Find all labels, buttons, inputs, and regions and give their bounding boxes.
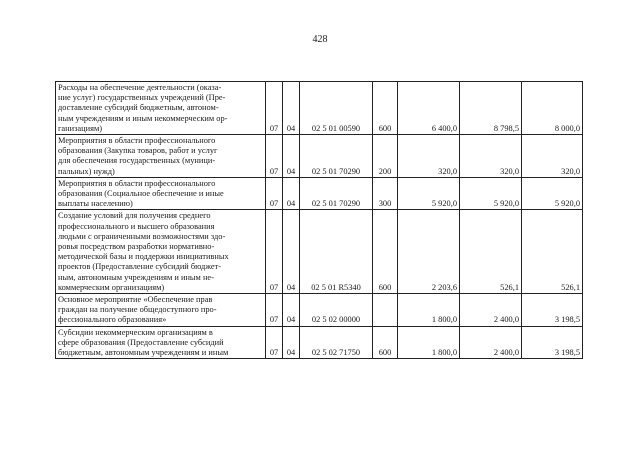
expense-type-code: 300 bbox=[373, 177, 398, 210]
row-description bbox=[56, 82, 266, 135]
target-article-code: 02 5 01 70290 bbox=[300, 135, 373, 178]
section-code: 07 bbox=[266, 210, 283, 294]
description-line: фессионального образования» bbox=[58, 315, 167, 325]
amount-year-1: 1 800,0 bbox=[398, 326, 460, 359]
amount-year-3: 3 198,5 bbox=[522, 326, 583, 359]
description-line: для обеспечения государственных (муници- bbox=[58, 156, 216, 166]
target-article-code: 02 5 01 70290 bbox=[300, 177, 373, 210]
description-line: граждан на получение общедоступного про- bbox=[58, 305, 217, 315]
section-code: 07 bbox=[266, 177, 283, 210]
amount-year-3: 320,0 bbox=[522, 135, 583, 178]
expense-type-code: 600 bbox=[373, 326, 398, 359]
row-description bbox=[56, 177, 266, 210]
description-line: методической базы и поддержки инициативных bbox=[58, 252, 229, 262]
description-line: бюджетным, автономным учреждениям и иным bbox=[58, 348, 229, 358]
description-line: профессионального и высшего образования bbox=[58, 221, 215, 231]
amount-year-1: 320,0 bbox=[398, 135, 460, 178]
section-code: 07 bbox=[266, 82, 283, 135]
description-line: доставление субсидий бюджетным, автоном- bbox=[58, 103, 219, 113]
description-line: Субсидии некоммерческим организациям в bbox=[58, 327, 213, 337]
amount-year-3: 3 198,5 bbox=[522, 294, 583, 327]
description-line: сфере образования (Предоставление субсидий bbox=[58, 337, 224, 347]
amount-year-1: 1 800,0 bbox=[398, 294, 460, 327]
table-row bbox=[56, 82, 583, 135]
description-line: ным учреждениям и иным некоммерческим ор- bbox=[58, 113, 228, 123]
amount-year-3: 5 920,0 bbox=[522, 177, 583, 210]
subsection-code: 04 bbox=[283, 82, 300, 135]
subsection-code: 04 bbox=[283, 177, 300, 210]
budget-table bbox=[55, 81, 583, 359]
section-code: 07 bbox=[266, 326, 283, 359]
target-article-code: 02 5 01 00590 bbox=[300, 82, 373, 135]
description-line: проектов (Предоставление субсидий бюджет- bbox=[58, 262, 222, 272]
amount-year-1: 5 920,0 bbox=[398, 177, 460, 210]
target-article-code: 02 5 02 71750 bbox=[300, 326, 373, 359]
row-description bbox=[56, 294, 266, 327]
amount-year-3: 526,1 bbox=[522, 210, 583, 294]
description-line: Мероприятия в области профессионального bbox=[58, 136, 216, 146]
description-line: образования (Закупка товаров, работ и услуг bbox=[58, 146, 218, 156]
amount-year-2: 5 920,0 bbox=[460, 177, 522, 210]
description-line: людьми с ограниченными возможностями здо- bbox=[58, 231, 226, 241]
target-article-code: 02 5 01 R5340 bbox=[300, 210, 373, 294]
table-row bbox=[56, 294, 583, 327]
table-row bbox=[56, 177, 583, 210]
table-row bbox=[56, 135, 583, 178]
amount-year-3: 8 000,0 bbox=[522, 82, 583, 135]
target-article-code: 02 5 02 00000 bbox=[300, 294, 373, 327]
expense-type-code: 200 bbox=[373, 135, 398, 178]
description-line: образования (Социальное обеспечение и иные bbox=[58, 189, 224, 199]
description-line: Расходы на обеспечение деятельности (оказа- bbox=[58, 83, 222, 92]
expense-type-code: 600 bbox=[373, 82, 398, 135]
expense-type-code: 600 bbox=[373, 210, 398, 294]
subsection-code: 04 bbox=[283, 294, 300, 327]
amount-year-2: 2 400,0 bbox=[460, 326, 522, 359]
description-line: ровья посредством разработки нормативно- bbox=[58, 242, 215, 252]
section-code: 07 bbox=[266, 294, 283, 327]
description-line: ние услуг) государственных учреждений (Пре- bbox=[58, 93, 226, 103]
description-line: ганизациям) bbox=[58, 123, 103, 133]
description-line: пальных) нужд) bbox=[58, 166, 115, 176]
page-number: 428 bbox=[312, 34, 328, 45]
row-description bbox=[56, 135, 266, 178]
table-row bbox=[56, 326, 583, 359]
amount-year-2: 320,0 bbox=[460, 135, 522, 178]
description-line: Мероприятия в области профессионального bbox=[58, 178, 216, 188]
expense-type-code bbox=[373, 294, 398, 327]
row-description bbox=[56, 326, 266, 359]
row-description bbox=[56, 210, 266, 294]
table-row bbox=[56, 210, 583, 294]
subsection-code: 04 bbox=[283, 326, 300, 359]
description-line: ным, автономным учреждениям и иным не- bbox=[58, 272, 214, 282]
subsection-code: 04 bbox=[283, 210, 300, 294]
amount-year-1: 6 400,0 bbox=[398, 82, 460, 135]
description-line: коммерческим организациям) bbox=[58, 282, 165, 292]
amount-year-1: 2 203,6 bbox=[398, 210, 460, 294]
subsection-code: 04 bbox=[283, 135, 300, 178]
section-code: 07 bbox=[266, 135, 283, 178]
amount-year-2: 8 798,5 bbox=[460, 82, 522, 135]
description-line: Создание условий для получения среднего bbox=[58, 211, 211, 221]
amount-year-2: 2 400,0 bbox=[460, 294, 522, 327]
amount-year-2: 526,1 bbox=[460, 210, 522, 294]
description-line: выплаты населению) bbox=[58, 199, 133, 209]
description-line: Основное мероприятие «Обеспечение прав bbox=[58, 295, 213, 305]
